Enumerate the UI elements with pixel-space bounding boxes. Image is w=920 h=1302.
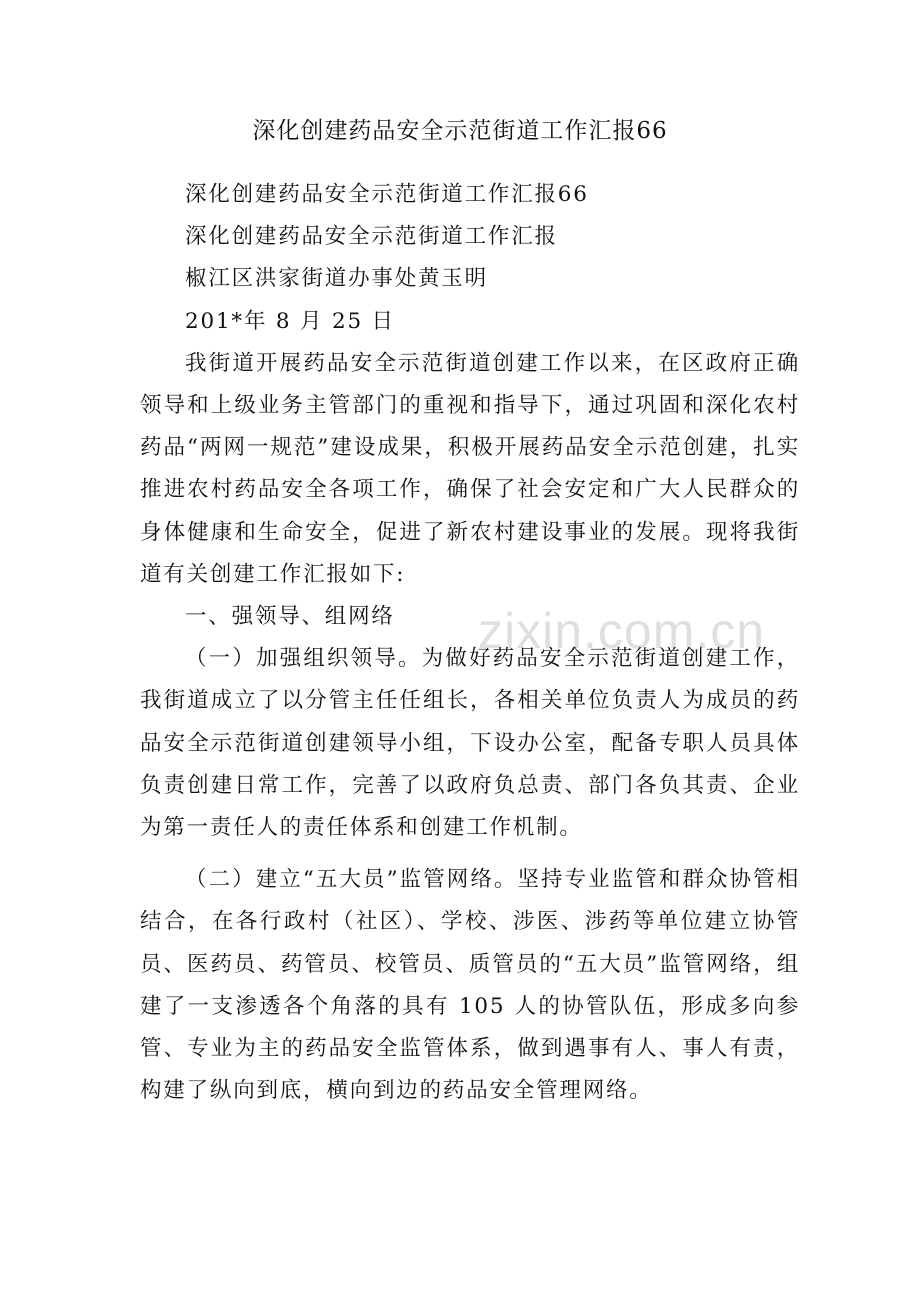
watermark: zixin.com.cn — [478, 603, 766, 659]
paragraph-author: 椒江区洪家街道办事处黄玉明 — [185, 266, 488, 292]
document-title: 深化创建药品安全示范街道工作汇报66 — [252, 118, 668, 144]
paragraph-section-1-2: （二）建立“五大员”监管网络。坚持专业监管和群众协管相结合，在各行政村（社区）、学校、涉医、涉药等单位建立协管员、医药员、药管员、校管员、质管员的“五大员”监管网络，组建了一支渗透各个角落的具有 105 人的协管队伍，形成多向参管、专业为主的药品安全监管体系，做到遇事有人、事人有责，构建了纵向到底，横向到边的药品安全管理网络。 — [140, 867, 800, 1104]
paragraph-subtitle: 深化创建药品安全示范街道工作汇报 — [185, 224, 558, 250]
paragraph-heading-repeat: 深化创建药品安全示范街道工作汇报66 — [185, 182, 589, 207]
paragraph-section-1-1: （一）加强组织领导。为做好药品安全示范街道创建工作，我街道成立了以分管主任任组长，各相关单位负责人为成员的药品安全示范街道创建领导小组，下设办公室，配备专职人员具体负责创建日常工作，完善了以政府负总责、部门各负其责、企业为第一责任人的责任体系和创建工作机制。 — [140, 646, 800, 841]
paragraph-date: 201*年 8 月 25 日 — [185, 308, 395, 334]
section-heading-1: 一、强领导、组网络 — [185, 604, 395, 630]
paragraph-intro: 我街道开展药品安全示范街道创建工作以来，在区政府正确领导和上级业务主管部门的重视和指导下，通过巩固和深化农村药品“两网一规范”建设成果，积极开展药品安全示范创建，扎实推进农村药品安全各项工作，确保了社会安定和广大人民群众的身体健康和生命安全，促进了新农村建设事业的发展。现将我街道有关创建工作汇报如下: — [140, 350, 800, 587]
